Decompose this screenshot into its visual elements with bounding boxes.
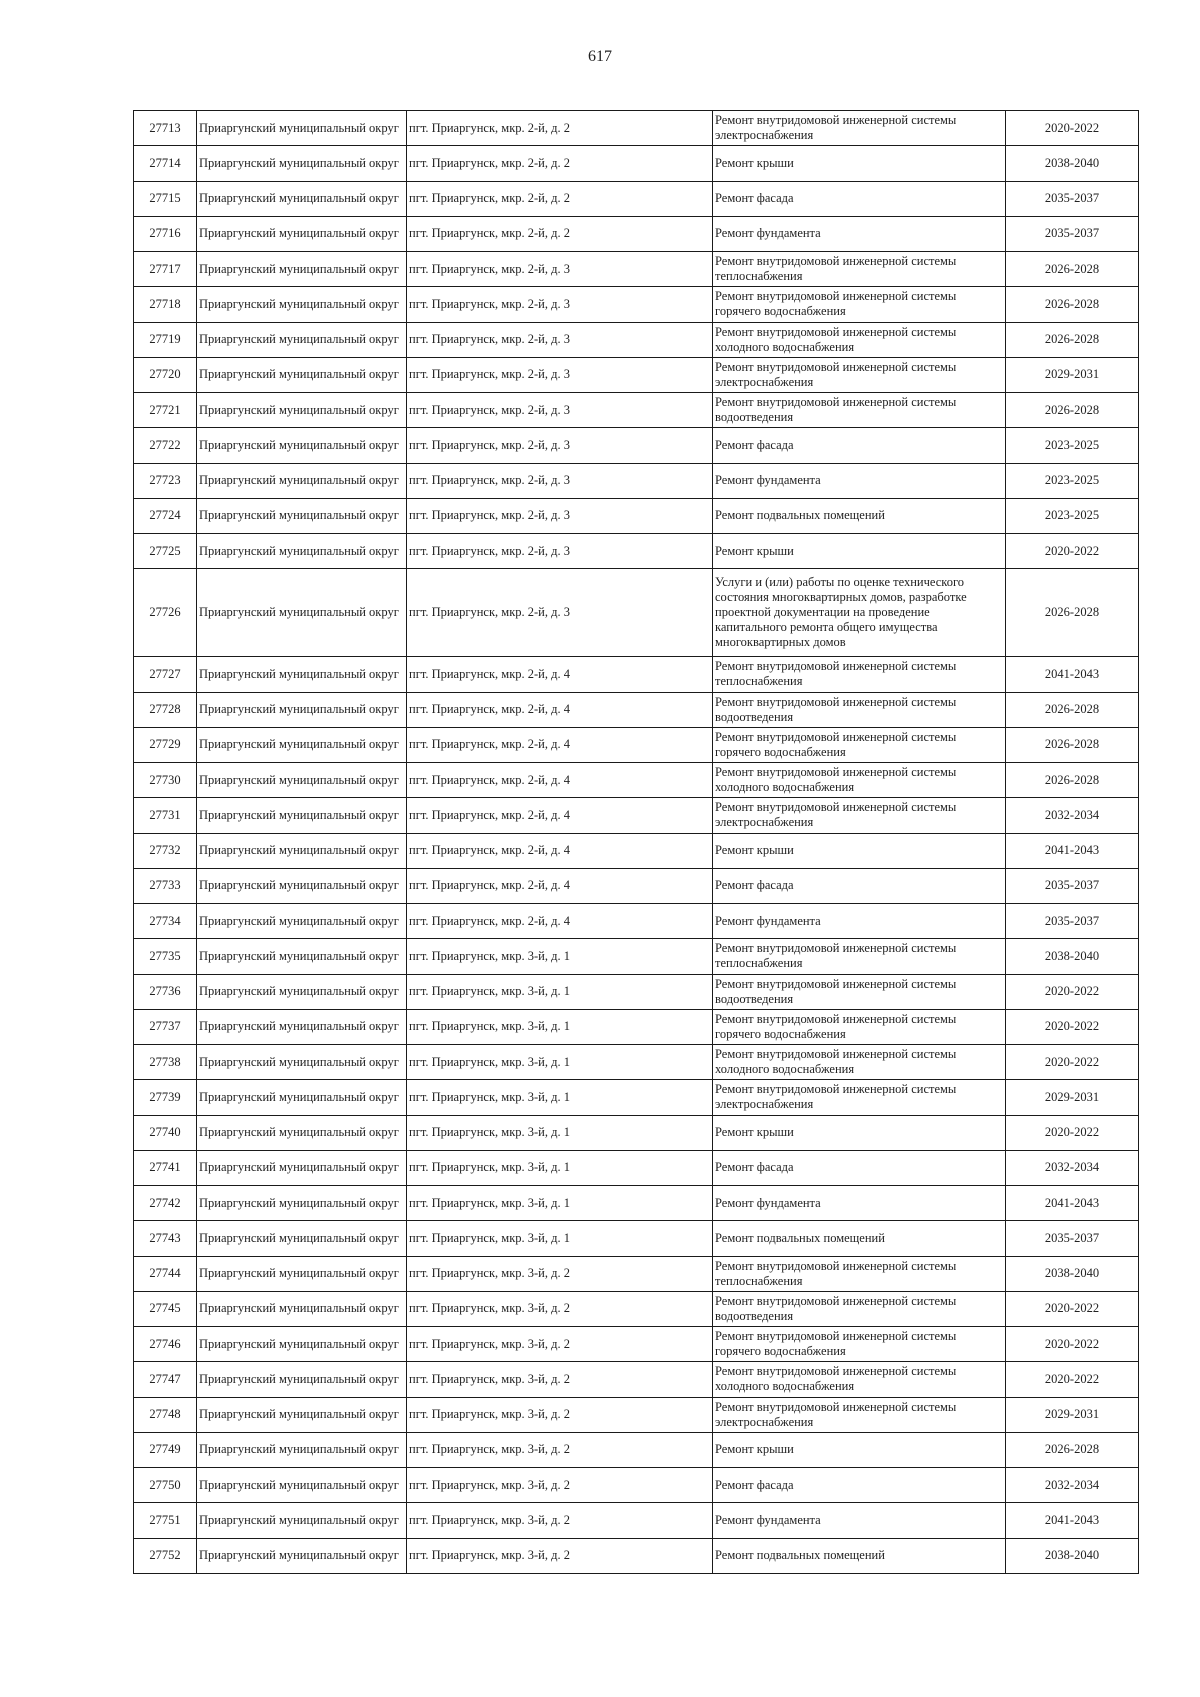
municipality-cell: Приаргунский муниципальный округ	[197, 111, 407, 146]
municipality-cell: Приаргунский муниципальный округ	[197, 534, 407, 569]
page-number: 617	[588, 48, 612, 65]
work-type-cell: Ремонт внутридомовой инженерной системы холодного водоснабжения	[713, 322, 1006, 357]
municipality-cell: Приаргунский муниципальный округ	[197, 1327, 407, 1362]
period-cell: 2026-2028	[1006, 393, 1139, 428]
table-row	[134, 111, 1139, 146]
work-type-cell: Ремонт подвальных помещений	[713, 498, 1006, 533]
table-row	[134, 1256, 1139, 1291]
table-row	[134, 1045, 1139, 1080]
municipality-cell: Приаргунский муниципальный округ	[197, 252, 407, 287]
table-row	[134, 727, 1139, 762]
address-cell: пгт. Приаргунск, мкр. 3-й, д. 2	[407, 1362, 713, 1397]
work-type-cell: Ремонт внутридомовой инженерной системы электроснабжения	[713, 1397, 1006, 1432]
row-number-cell: 27730	[134, 763, 197, 798]
work-type-cell: Ремонт внутридомовой инженерной системы теплоснабжения	[713, 1256, 1006, 1291]
row-number-cell: 27736	[134, 974, 197, 1009]
row-number-cell: 27720	[134, 357, 197, 392]
work-type-cell: Ремонт фасада	[713, 428, 1006, 463]
table-row	[134, 1009, 1139, 1044]
municipality-cell: Приаргунский муниципальный округ	[197, 1221, 407, 1256]
period-cell: 2038-2040	[1006, 939, 1139, 974]
period-cell: 2026-2028	[1006, 252, 1139, 287]
municipality-cell: Приаргунский муниципальный округ	[197, 1186, 407, 1221]
table-row	[134, 181, 1139, 216]
work-type-cell: Ремонт внутридомовой инженерной системы горячего водоснабжения	[713, 727, 1006, 762]
table-row	[134, 463, 1139, 498]
period-cell: 2035-2037	[1006, 181, 1139, 216]
work-type-cell: Ремонт внутридомовой инженерной системы электроснабжения	[713, 111, 1006, 146]
period-cell: 2020-2022	[1006, 534, 1139, 569]
period-cell: 2041-2043	[1006, 1503, 1139, 1538]
row-number-cell: 27740	[134, 1115, 197, 1150]
address-cell: пгт. Приаргунск, мкр. 2-й, д. 2	[407, 216, 713, 251]
table-row	[134, 939, 1139, 974]
period-cell: 2035-2037	[1006, 216, 1139, 251]
row-number-cell: 27728	[134, 692, 197, 727]
table-row	[134, 904, 1139, 939]
row-number-cell: 27744	[134, 1256, 197, 1291]
work-type-cell: Ремонт подвальных помещений	[713, 1538, 1006, 1573]
municipality-cell: Приаргунский муниципальный округ	[197, 904, 407, 939]
work-type-cell: Ремонт внутридомовой инженерной системы теплоснабжения	[713, 939, 1006, 974]
period-cell: 2029-2031	[1006, 357, 1139, 392]
row-number-cell: 27746	[134, 1327, 197, 1362]
address-cell: пгт. Приаргунск, мкр. 3-й, д. 2	[407, 1468, 713, 1503]
address-cell: пгт. Приаргунск, мкр. 2-й, д. 3	[407, 569, 713, 657]
table-row	[134, 868, 1139, 903]
work-type-cell: Ремонт подвальных помещений	[713, 1221, 1006, 1256]
address-cell: пгт. Приаргунск, мкр. 2-й, д. 3	[407, 287, 713, 322]
municipality-cell: Приаргунский муниципальный округ	[197, 287, 407, 322]
work-type-cell: Ремонт внутридомовой инженерной системы водоотведения	[713, 974, 1006, 1009]
table-row	[134, 1150, 1139, 1185]
address-cell: пгт. Приаргунск, мкр. 2-й, д. 4	[407, 798, 713, 833]
municipality-cell: Приаргунский муниципальный округ	[197, 798, 407, 833]
work-type-cell: Ремонт внутридомовой инженерной системы холодного водоснабжения	[713, 763, 1006, 798]
address-cell: пгт. Приаргунск, мкр. 2-й, д. 4	[407, 657, 713, 692]
row-number-cell: 27743	[134, 1221, 197, 1256]
table-row	[134, 216, 1139, 251]
municipality-cell: Приаргунский муниципальный округ	[197, 1150, 407, 1185]
row-number-cell: 27745	[134, 1291, 197, 1326]
municipality-cell: Приаргунский муниципальный округ	[197, 1291, 407, 1326]
work-type-cell: Ремонт внутридомовой инженерной системы электроснабжения	[713, 357, 1006, 392]
municipality-cell: Приаргунский муниципальный округ	[197, 1468, 407, 1503]
work-type-cell: Ремонт внутридомовой инженерной системы горячего водоснабжения	[713, 287, 1006, 322]
address-cell: пгт. Приаргунск, мкр. 2-й, д. 4	[407, 727, 713, 762]
address-cell: пгт. Приаргунск, мкр. 2-й, д. 3	[407, 393, 713, 428]
work-type-cell: Ремонт фундамента	[713, 463, 1006, 498]
row-number-cell: 27729	[134, 727, 197, 762]
address-cell: пгт. Приаргунск, мкр. 2-й, д. 2	[407, 146, 713, 181]
period-cell: 2026-2028	[1006, 1432, 1139, 1467]
municipality-cell: Приаргунский муниципальный округ	[197, 657, 407, 692]
work-type-cell: Ремонт фундамента	[713, 1186, 1006, 1221]
address-cell: пгт. Приаргунск, мкр. 3-й, д. 2	[407, 1397, 713, 1432]
table-row	[134, 322, 1139, 357]
work-type-cell: Ремонт внутридомовой инженерной системы холодного водоснабжения	[713, 1045, 1006, 1080]
table-row	[134, 569, 1139, 657]
table-row	[134, 763, 1139, 798]
municipality-cell: Приаргунский муниципальный округ	[197, 974, 407, 1009]
period-cell: 2032-2034	[1006, 1150, 1139, 1185]
period-cell: 2032-2034	[1006, 1468, 1139, 1503]
address-cell: пгт. Приаргунск, мкр. 3-й, д. 2	[407, 1432, 713, 1467]
row-number-cell: 27721	[134, 393, 197, 428]
period-cell: 2026-2028	[1006, 322, 1139, 357]
municipality-cell: Приаргунский муниципальный округ	[197, 1362, 407, 1397]
table-row	[134, 1503, 1139, 1538]
work-type-cell: Ремонт внутридомовой инженерной системы горячего водоснабжения	[713, 1009, 1006, 1044]
work-type-cell: Ремонт фасада	[713, 868, 1006, 903]
address-cell: пгт. Приаргунск, мкр. 3-й, д. 1	[407, 974, 713, 1009]
address-cell: пгт. Приаргунск, мкр. 3-й, д. 1	[407, 1009, 713, 1044]
row-number-cell: 27750	[134, 1468, 197, 1503]
address-cell: пгт. Приаргунск, мкр. 3-й, д. 1	[407, 1080, 713, 1115]
row-number-cell: 27738	[134, 1045, 197, 1080]
row-number-cell: 27722	[134, 428, 197, 463]
table-row	[134, 1221, 1139, 1256]
row-number-cell: 27715	[134, 181, 197, 216]
municipality-cell: Приаргунский муниципальный округ	[197, 1115, 407, 1150]
address-cell: пгт. Приаргунск, мкр. 2-й, д. 3	[407, 463, 713, 498]
period-cell: 2020-2022	[1006, 1291, 1139, 1326]
period-cell: 2026-2028	[1006, 287, 1139, 322]
row-number-cell: 27731	[134, 798, 197, 833]
municipality-cell: Приаргунский муниципальный округ	[197, 216, 407, 251]
period-cell: 2020-2022	[1006, 1362, 1139, 1397]
table-row	[134, 252, 1139, 287]
period-cell: 2020-2022	[1006, 1009, 1139, 1044]
municipality-cell: Приаргунский муниципальный округ	[197, 939, 407, 974]
work-type-cell: Ремонт крыши	[713, 1115, 1006, 1150]
period-cell: 2041-2043	[1006, 833, 1139, 868]
address-cell: пгт. Приаргунск, мкр. 3-й, д. 2	[407, 1291, 713, 1326]
address-cell: пгт. Приаргунск, мкр. 3-й, д. 1	[407, 1045, 713, 1080]
address-cell: пгт. Приаргунск, мкр. 3-й, д. 1	[407, 1115, 713, 1150]
period-cell: 2020-2022	[1006, 111, 1139, 146]
table-row	[134, 1538, 1139, 1573]
period-cell: 2038-2040	[1006, 146, 1139, 181]
work-type-cell: Ремонт внутридомовой инженерной системы водоотведения	[713, 1291, 1006, 1326]
work-type-cell: Ремонт фундамента	[713, 216, 1006, 251]
period-cell: 2023-2025	[1006, 498, 1139, 533]
work-type-cell: Ремонт внутридомовой инженерной системы теплоснабжения	[713, 252, 1006, 287]
work-type-cell: Ремонт фасада	[713, 1150, 1006, 1185]
table-row	[134, 657, 1139, 692]
table-row	[134, 534, 1139, 569]
period-cell: 2029-2031	[1006, 1397, 1139, 1432]
work-type-cell: Ремонт фасада	[713, 181, 1006, 216]
address-cell: пгт. Приаргунск, мкр. 3-й, д. 2	[407, 1327, 713, 1362]
work-type-cell: Ремонт фундамента	[713, 1503, 1006, 1538]
row-number-cell: 27737	[134, 1009, 197, 1044]
period-cell: 2023-2025	[1006, 463, 1139, 498]
address-cell: пгт. Приаргунск, мкр. 2-й, д. 3	[407, 252, 713, 287]
table-row	[134, 798, 1139, 833]
period-cell: 2020-2022	[1006, 1115, 1139, 1150]
row-number-cell: 27719	[134, 322, 197, 357]
table-row	[134, 692, 1139, 727]
work-type-cell: Ремонт крыши	[713, 146, 1006, 181]
municipality-cell: Приаргунский муниципальный округ	[197, 498, 407, 533]
period-cell: 2035-2037	[1006, 868, 1139, 903]
address-cell: пгт. Приаргунск, мкр. 2-й, д. 3	[407, 498, 713, 533]
table-row	[134, 1468, 1139, 1503]
period-cell: 2041-2043	[1006, 657, 1139, 692]
address-cell: пгт. Приаргунск, мкр. 3-й, д. 2	[407, 1503, 713, 1538]
municipality-cell: Приаргунский муниципальный округ	[197, 1009, 407, 1044]
row-number-cell: 27714	[134, 146, 197, 181]
address-cell: пгт. Приаргунск, мкр. 3-й, д. 2	[407, 1256, 713, 1291]
address-cell: пгт. Приаргунск, мкр. 2-й, д. 4	[407, 763, 713, 798]
work-type-cell: Ремонт внутридомовой инженерной системы электроснабжения	[713, 798, 1006, 833]
address-cell: пгт. Приаргунск, мкр. 3-й, д. 1	[407, 1186, 713, 1221]
row-number-cell: 27716	[134, 216, 197, 251]
table-row	[134, 428, 1139, 463]
row-number-cell: 27749	[134, 1432, 197, 1467]
table-row	[134, 1186, 1139, 1221]
municipality-cell: Приаргунский муниципальный округ	[197, 463, 407, 498]
period-cell: 2035-2037	[1006, 904, 1139, 939]
municipality-cell: Приаргунский муниципальный округ	[197, 181, 407, 216]
period-cell: 2020-2022	[1006, 1045, 1139, 1080]
municipality-cell: Приаргунский муниципальный округ	[197, 1503, 407, 1538]
repair-registry-table	[133, 110, 1139, 1574]
row-number-cell: 27735	[134, 939, 197, 974]
municipality-cell: Приаргунский муниципальный округ	[197, 428, 407, 463]
work-type-cell: Ремонт внутридомовой инженерной системы холодного водоснабжения	[713, 1362, 1006, 1397]
row-number-cell: 27727	[134, 657, 197, 692]
address-cell: пгт. Приаргунск, мкр. 2-й, д. 4	[407, 833, 713, 868]
work-type-cell: Ремонт внутридомовой инженерной системы водоотведения	[713, 393, 1006, 428]
work-type-cell: Ремонт внутридомовой инженерной системы водоотведения	[713, 692, 1006, 727]
row-number-cell: 27748	[134, 1397, 197, 1432]
municipality-cell: Приаргунский муниципальный округ	[197, 1397, 407, 1432]
municipality-cell: Приаргунский муниципальный округ	[197, 146, 407, 181]
address-cell: пгт. Приаргунск, мкр. 2-й, д. 3	[407, 534, 713, 569]
table-row	[134, 1291, 1139, 1326]
municipality-cell: Приаргунский муниципальный округ	[197, 393, 407, 428]
period-cell: 2032-2034	[1006, 798, 1139, 833]
period-cell: 2038-2040	[1006, 1256, 1139, 1291]
period-cell: 2026-2028	[1006, 692, 1139, 727]
work-type-cell: Ремонт внутридомовой инженерной системы электроснабжения	[713, 1080, 1006, 1115]
address-cell: пгт. Приаргунск, мкр. 2-й, д. 3	[407, 357, 713, 392]
municipality-cell: Приаргунский муниципальный округ	[197, 1080, 407, 1115]
period-cell: 2026-2028	[1006, 763, 1139, 798]
address-cell: пгт. Приаргунск, мкр. 2-й, д. 4	[407, 904, 713, 939]
table-row	[134, 287, 1139, 322]
row-number-cell: 27726	[134, 569, 197, 657]
municipality-cell: Приаргунский муниципальный округ	[197, 569, 407, 657]
address-cell: пгт. Приаргунск, мкр. 2-й, д. 3	[407, 428, 713, 463]
municipality-cell: Приаргунский муниципальный округ	[197, 322, 407, 357]
period-cell: 2041-2043	[1006, 1186, 1139, 1221]
table-body	[134, 111, 1139, 1574]
municipality-cell: Приаргунский муниципальный округ	[197, 1256, 407, 1291]
table-row	[134, 1115, 1139, 1150]
row-number-cell: 27747	[134, 1362, 197, 1397]
period-cell: 2038-2040	[1006, 1538, 1139, 1573]
work-type-cell: Ремонт крыши	[713, 534, 1006, 569]
row-number-cell: 27739	[134, 1080, 197, 1115]
period-cell: 2026-2028	[1006, 569, 1139, 657]
address-cell: пгт. Приаргунск, мкр. 2-й, д. 2	[407, 111, 713, 146]
address-cell: пгт. Приаргунск, мкр. 2-й, д. 2	[407, 181, 713, 216]
table-row	[134, 1397, 1139, 1432]
table-row	[134, 1432, 1139, 1467]
table-row	[134, 1362, 1139, 1397]
period-cell: 2026-2028	[1006, 727, 1139, 762]
municipality-cell: Приаргунский муниципальный округ	[197, 692, 407, 727]
municipality-cell: Приаргунский муниципальный округ	[197, 357, 407, 392]
work-type-cell: Услуги и (или) работы по оценке технического состояния многоквартирных домов, разработке проектной документации на проведение капитального ремонта общего имущества многоквартирных домов	[713, 569, 1006, 657]
row-number-cell: 27742	[134, 1186, 197, 1221]
row-number-cell: 27733	[134, 868, 197, 903]
address-cell: пгт. Приаргунск, мкр. 2-й, д. 3	[407, 322, 713, 357]
table-row	[134, 1327, 1139, 1362]
row-number-cell: 27734	[134, 904, 197, 939]
work-type-cell: Ремонт фасада	[713, 1468, 1006, 1503]
row-number-cell: 27725	[134, 534, 197, 569]
table-row	[134, 357, 1139, 392]
municipality-cell: Приаргунский муниципальный округ	[197, 727, 407, 762]
work-type-cell: Ремонт крыши	[713, 1432, 1006, 1467]
row-number-cell: 27718	[134, 287, 197, 322]
table-row	[134, 833, 1139, 868]
period-cell: 2029-2031	[1006, 1080, 1139, 1115]
row-number-cell: 27732	[134, 833, 197, 868]
row-number-cell: 27713	[134, 111, 197, 146]
work-type-cell: Ремонт фундамента	[713, 904, 1006, 939]
row-number-cell: 27724	[134, 498, 197, 533]
row-number-cell: 27752	[134, 1538, 197, 1573]
row-number-cell: 27717	[134, 252, 197, 287]
work-type-cell: Ремонт внутридомовой инженерной системы теплоснабжения	[713, 657, 1006, 692]
table-row	[134, 498, 1139, 533]
period-cell: 2035-2037	[1006, 1221, 1139, 1256]
table-row	[134, 393, 1139, 428]
period-cell: 2020-2022	[1006, 974, 1139, 1009]
row-number-cell: 27741	[134, 1150, 197, 1185]
address-cell: пгт. Приаргунск, мкр. 3-й, д. 1	[407, 939, 713, 974]
period-cell: 2020-2022	[1006, 1327, 1139, 1362]
municipality-cell: Приаргунский муниципальный округ	[197, 1538, 407, 1573]
address-cell: пгт. Приаргунск, мкр. 2-й, д. 4	[407, 692, 713, 727]
municipality-cell: Приаргунский муниципальный округ	[197, 1432, 407, 1467]
municipality-cell: Приаргунский муниципальный округ	[197, 763, 407, 798]
work-type-cell: Ремонт внутридомовой инженерной системы горячего водоснабжения	[713, 1327, 1006, 1362]
row-number-cell: 27751	[134, 1503, 197, 1538]
address-cell: пгт. Приаргунск, мкр. 3-й, д. 1	[407, 1221, 713, 1256]
address-cell: пгт. Приаргунск, мкр. 3-й, д. 1	[407, 1150, 713, 1185]
municipality-cell: Приаргунский муниципальный округ	[197, 833, 407, 868]
municipality-cell: Приаргунский муниципальный округ	[197, 868, 407, 903]
table-row	[134, 1080, 1139, 1115]
work-type-cell: Ремонт крыши	[713, 833, 1006, 868]
municipality-cell: Приаргунский муниципальный округ	[197, 1045, 407, 1080]
address-cell: пгт. Приаргунск, мкр. 3-й, д. 2	[407, 1538, 713, 1573]
address-cell: пгт. Приаргунск, мкр. 2-й, д. 4	[407, 868, 713, 903]
period-cell: 2023-2025	[1006, 428, 1139, 463]
table-row	[134, 974, 1139, 1009]
row-number-cell: 27723	[134, 463, 197, 498]
table-row	[134, 146, 1139, 181]
